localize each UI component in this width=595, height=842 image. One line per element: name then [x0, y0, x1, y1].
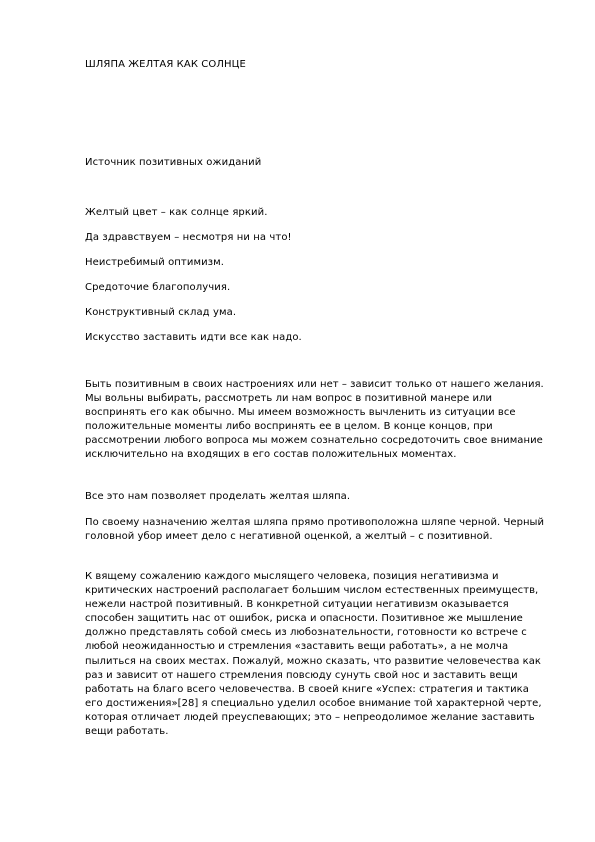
motto-line: Желтый цвет – как солнце яркий.	[85, 207, 268, 218]
motto-line: Да здравствуем – несмотря ни на что!	[85, 232, 292, 243]
motto-line: Средоточие благополучия.	[85, 282, 231, 293]
document-title: ШЛЯПА ЖЕЛТАЯ КАК СОЛНЦЕ	[85, 59, 246, 70]
body-paragraph: По своему назначению желтая шляпа прямо противоположна шляпе черной. Черный головной убор имеет дело с негативной оценкой, а желтый – с позитивной.	[85, 517, 545, 543]
motto-line: Конструктивный склад ума.	[85, 307, 237, 318]
body-paragraph: Все это нам позволяет проделать желтая шляпа.	[85, 491, 351, 502]
motto-line: Искусство заставить идти все как надо.	[85, 332, 302, 343]
body-paragraph: Быть позитивным в своих настроениях или нет – зависит только от нашего желания. Мы вольны выбирать, рассмотреть ли нам вопрос в позитивной манере или воспринять его как обычно. Мы имеем возможность вычленить из ситуации все положительные моменты либо воспринять ее в целом. В конце концов, при рассмотрении любого вопроса мы можем сознательно сосредоточить свое внимание исключительно на входящих в его состав положительных моментах.	[85, 379, 544, 461]
motto-line: Неистребимый оптимизм.	[85, 257, 225, 268]
body-paragraph: К вящему сожалению каждого мыслящего человека, позиция негативизма и критических настроений располагает большим числом естественных преимуществ, нежели настрой позитивный. В конкретной ситуации негативизм оказывается способен защитить нас от ошибок, риска и опасности. Позитивное же мышление должно представлять собой смесь из любознательности, готовности ко встрече с любой неожиданностью и стремления «заставить вещи работать», а не молча пылиться на своих местах. Пожалуй, можно сказать, что развитие человечества как раз и зависит от нашего стремления повсюду сунуть свой нос и заставить вещи работать на благо всего человечества. В своей книге «Успех: стратегия и тактика его достижения»[28] я специально уделил особое внимание той характерной черте, которая отличает людей преуспевающих; это – непреодолимое желание заставить вещи работать.	[85, 571, 542, 738]
document-subtitle: Источник позитивных ожиданий	[85, 157, 262, 168]
